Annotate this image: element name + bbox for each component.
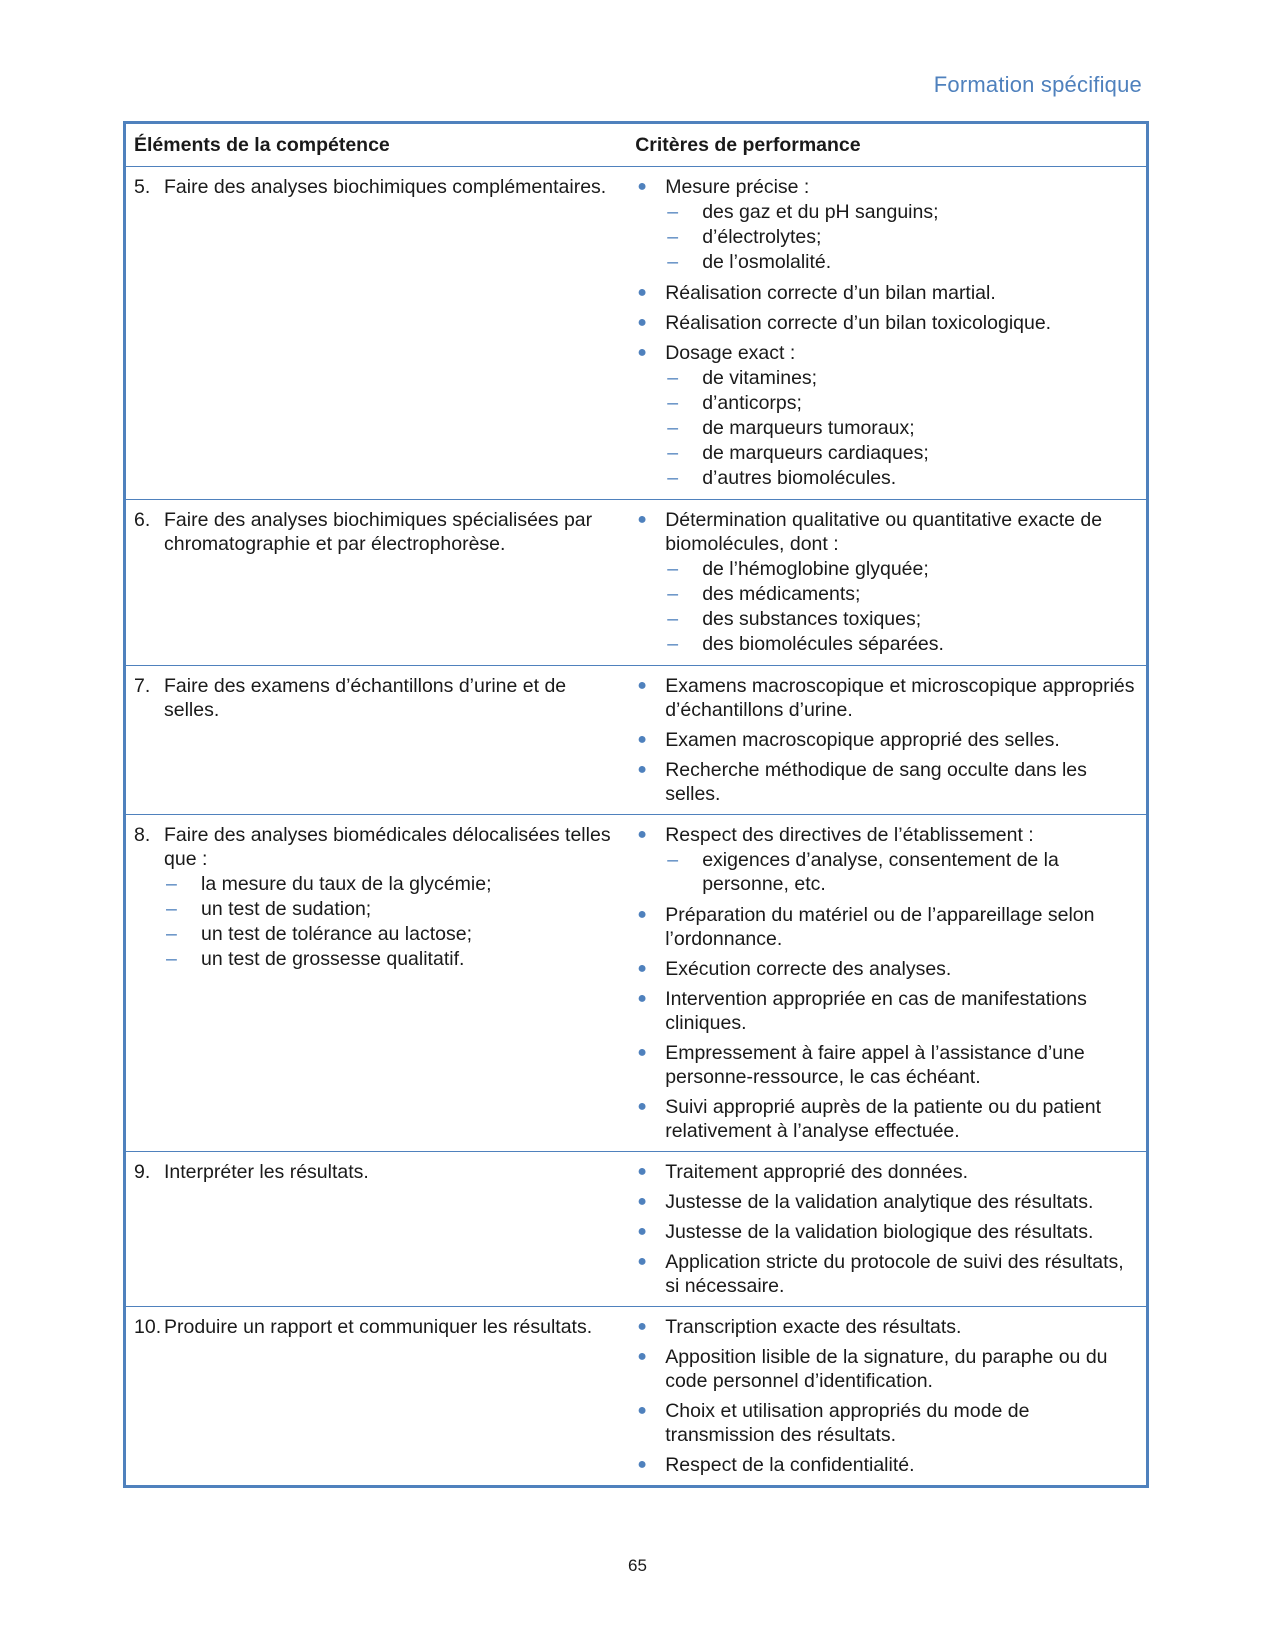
list-item xyxy=(665,225,1138,249)
criteria-text: Examens macroscopique et microscopique appropriés d’échantillons d’urine. xyxy=(665,675,1135,721)
sublist-text: d’autres biomolécules. xyxy=(702,467,897,489)
dash-icon: – xyxy=(667,392,679,414)
criteria-cell xyxy=(627,500,1147,666)
element-cell xyxy=(125,815,628,1152)
bullet-dot-icon: ● xyxy=(637,990,647,1007)
criteria-line xyxy=(635,1250,1138,1298)
sublist-text: un test de grossesse qualitatif. xyxy=(201,948,465,970)
criteria-line xyxy=(635,341,1138,491)
dash-icon: – xyxy=(667,633,679,655)
criteria-item xyxy=(635,311,1138,335)
criteria-body xyxy=(665,281,1138,305)
criteria-text: Examen macroscopique approprié des selles. xyxy=(665,729,1060,751)
criteria-list xyxy=(635,1315,1138,1477)
element-body xyxy=(164,1160,619,1184)
criteria-body xyxy=(665,1220,1138,1244)
list-item xyxy=(665,848,1138,896)
element-cell xyxy=(125,167,628,500)
criteria-body xyxy=(665,1095,1138,1143)
criteria-line xyxy=(635,1315,1138,1339)
table-row xyxy=(125,815,1148,1152)
table-row xyxy=(125,666,1148,815)
element-item xyxy=(134,1315,619,1339)
criteria-line xyxy=(635,508,1138,657)
element-cell xyxy=(125,666,628,815)
sublist-text: de l’osmolalité. xyxy=(702,251,832,273)
criteria-body xyxy=(665,823,1138,897)
criteria-line xyxy=(635,1220,1138,1244)
criteria-text: Transcription exacte des résultats. xyxy=(665,1316,962,1338)
sublist-text: de l’hémoglobine glyquée; xyxy=(702,558,929,580)
bullet-dot-icon: ● xyxy=(637,1193,647,1210)
element-number: 8. xyxy=(134,824,151,846)
criteria-item xyxy=(635,903,1138,951)
criteria-item xyxy=(635,175,1138,275)
element-body xyxy=(164,674,619,722)
criteria-body xyxy=(665,311,1138,335)
element-body xyxy=(164,508,619,556)
criteria-item xyxy=(635,281,1138,305)
bullet-dot-icon: ● xyxy=(637,1223,647,1240)
criteria-list xyxy=(635,175,1138,491)
sublist-text: un test de tolérance au lactose; xyxy=(201,923,473,945)
sublist-text: de marqueurs tumoraux; xyxy=(702,417,915,439)
dash-icon: – xyxy=(667,226,679,248)
bullet-dot-icon: ● xyxy=(637,178,647,195)
criteria-item xyxy=(635,1160,1138,1184)
criteria-list xyxy=(635,508,1138,657)
table-row xyxy=(125,1307,1148,1487)
list-item xyxy=(665,366,1138,390)
criteria-text: Respect de la confidentialité. xyxy=(665,1454,915,1476)
criteria-body xyxy=(665,1041,1138,1089)
criteria-text: Empressement à faire appel à l’assistance d’une personne-ressource, le cas échéant. xyxy=(665,1042,1085,1088)
table-row xyxy=(125,500,1148,666)
bullet-dot-icon: ● xyxy=(637,314,647,331)
criteria-item xyxy=(635,1041,1138,1089)
dash-icon: – xyxy=(166,898,177,920)
criteria-list xyxy=(635,823,1138,1143)
column-header-elements: Éléments de la compétence xyxy=(125,123,628,167)
criteria-item xyxy=(635,508,1138,657)
bullet-dot-icon: ● xyxy=(637,1348,647,1365)
element-text: Faire des examens d’échantillons d’urine et de selles. xyxy=(164,675,567,721)
dash-icon: – xyxy=(667,367,679,389)
element-body xyxy=(164,823,619,972)
criteria-text: Dosage exact : xyxy=(665,342,796,364)
element-text: Interpréter les résultats. xyxy=(164,1161,369,1183)
criteria-text: Apposition lisible de la signature, du paraphe ou du code personnel d’identification. xyxy=(665,1346,1108,1392)
list-item xyxy=(665,200,1138,224)
criteria-cell xyxy=(627,1307,1147,1487)
criteria-text: Réalisation correcte d’un bilan toxicologique. xyxy=(665,312,1052,334)
list-item xyxy=(164,922,619,946)
bullet-dot-icon: ● xyxy=(637,284,647,301)
criteria-line xyxy=(635,674,1138,722)
criteria-line xyxy=(635,957,1138,981)
dash-icon: – xyxy=(166,948,177,970)
dash-icon: – xyxy=(667,608,679,630)
criteria-body xyxy=(665,903,1138,951)
criteria-item xyxy=(635,823,1138,897)
sublist-text: des substances toxiques; xyxy=(702,608,922,630)
bullet-dot-icon: ● xyxy=(637,677,647,694)
list-item xyxy=(164,947,619,971)
criteria-item xyxy=(635,1220,1138,1244)
criteria-body xyxy=(665,758,1138,806)
sublist-text: la mesure du taux de la glycémie; xyxy=(201,873,492,895)
criteria-body xyxy=(665,1250,1138,1298)
criteria-cell xyxy=(627,666,1147,815)
criteria-body xyxy=(665,1160,1138,1184)
criteria-cell xyxy=(627,815,1147,1152)
element-cell xyxy=(125,1307,628,1487)
bullet-dot-icon: ● xyxy=(637,960,647,977)
table-row xyxy=(125,167,1148,500)
sublist-text: des biomolécules séparées. xyxy=(702,633,944,655)
criteria-line xyxy=(635,281,1138,305)
criteria-cell xyxy=(627,167,1147,500)
criteria-body xyxy=(665,1315,1138,1339)
criteria-line xyxy=(635,1095,1138,1143)
element-number: 9. xyxy=(134,1161,151,1183)
table-row xyxy=(125,1152,1148,1307)
list-item xyxy=(665,441,1138,465)
criteria-text: Application stricte du protocole de suivi des résultats, si nécessaire. xyxy=(665,1251,1124,1297)
criteria-text: Choix et utilisation appropriés du mode de transmission des résultats. xyxy=(665,1400,1030,1446)
criteria-text: Recherche méthodique de sang occulte dans les selles. xyxy=(665,759,1087,805)
criteria-line xyxy=(635,311,1138,335)
sublist-text: d’électrolytes; xyxy=(702,226,822,248)
criteria-line xyxy=(635,1399,1138,1447)
criteria-sublist xyxy=(665,200,1138,274)
bullet-dot-icon: ● xyxy=(637,1098,647,1115)
element-sublist xyxy=(164,872,619,971)
bullet-dot-icon: ● xyxy=(637,731,647,748)
criteria-item xyxy=(635,728,1138,752)
bullet-dot-icon: ● xyxy=(637,1456,647,1473)
criteria-text: Mesure précise : xyxy=(665,176,810,198)
criteria-line xyxy=(635,175,1138,275)
criteria-body xyxy=(665,987,1138,1035)
criteria-item xyxy=(635,1399,1138,1447)
criteria-text: Exécution correcte des analyses. xyxy=(665,958,952,980)
element-cell xyxy=(125,1152,628,1307)
element-number: 6. xyxy=(134,509,151,531)
element-item xyxy=(134,1160,619,1184)
criteria-item xyxy=(635,1190,1138,1214)
dash-icon: – xyxy=(667,417,679,439)
competence-table xyxy=(123,121,1149,1488)
sublist-text: de marqueurs cardiaques; xyxy=(702,442,929,464)
criteria-body xyxy=(665,1190,1138,1214)
criteria-item xyxy=(635,674,1138,722)
dash-icon: – xyxy=(667,558,679,580)
criteria-text: Détermination qualitative ou quantitative exacte de biomolécules, dont : xyxy=(665,509,1103,555)
criteria-item xyxy=(635,1095,1138,1143)
list-item xyxy=(665,391,1138,415)
element-body xyxy=(164,1315,619,1339)
criteria-body xyxy=(665,341,1138,491)
criteria-list xyxy=(635,674,1138,806)
element-body xyxy=(164,175,619,199)
criteria-text: Réalisation correcte d’un bilan martial. xyxy=(665,282,996,304)
criteria-line xyxy=(635,1453,1138,1477)
dash-icon: – xyxy=(667,201,679,223)
criteria-line xyxy=(635,1345,1138,1393)
sublist-text: des médicaments; xyxy=(702,583,861,605)
bullet-dot-icon: ● xyxy=(637,761,647,778)
bullet-dot-icon: ● xyxy=(637,511,647,528)
bullet-dot-icon: ● xyxy=(637,906,647,923)
sublist-text: d’anticorps; xyxy=(702,392,802,414)
criteria-body xyxy=(665,674,1138,722)
criteria-line xyxy=(635,758,1138,806)
criteria-body xyxy=(665,1345,1138,1393)
criteria-text: Justesse de la validation analytique des résultats. xyxy=(665,1191,1094,1213)
list-item xyxy=(665,250,1138,274)
criteria-body xyxy=(665,1399,1138,1447)
criteria-line xyxy=(635,1190,1138,1214)
criteria-item xyxy=(635,341,1138,491)
criteria-cell xyxy=(627,1152,1147,1307)
element-number: 7. xyxy=(134,675,151,697)
criteria-text: Préparation du matériel ou de l’appareillage selon l’ordonnance. xyxy=(665,904,1095,950)
dash-icon: – xyxy=(667,583,679,605)
dash-icon: – xyxy=(667,251,679,273)
element-text: Faire des analyses biochimiques complémentaires. xyxy=(164,176,607,198)
criteria-line xyxy=(635,728,1138,752)
table-header-row xyxy=(125,123,1148,167)
criteria-sublist xyxy=(665,557,1138,656)
criteria-text: Respect des directives de l’établissement : xyxy=(665,824,1034,846)
sublist-text: un test de sudation; xyxy=(201,898,372,920)
criteria-line xyxy=(635,987,1138,1035)
criteria-sublist xyxy=(665,848,1138,896)
bullet-dot-icon: ● xyxy=(637,1163,647,1180)
bullet-dot-icon: ● xyxy=(637,1044,647,1061)
criteria-body xyxy=(665,508,1138,657)
criteria-item xyxy=(635,1345,1138,1393)
dash-icon: – xyxy=(667,467,679,489)
bullet-dot-icon: ● xyxy=(637,344,647,361)
element-number: 10. xyxy=(134,1316,162,1338)
criteria-body xyxy=(665,1453,1138,1477)
bullet-dot-icon: ● xyxy=(637,826,647,843)
list-item xyxy=(665,466,1138,490)
criteria-item xyxy=(635,1453,1138,1477)
criteria-line xyxy=(635,1041,1138,1089)
criteria-item xyxy=(635,1315,1138,1339)
criteria-item xyxy=(635,758,1138,806)
bullet-dot-icon: ● xyxy=(637,1253,647,1270)
element-item xyxy=(134,175,619,199)
column-header-criteria: Critères de performance xyxy=(627,123,1147,167)
criteria-item xyxy=(635,1250,1138,1298)
bullet-dot-icon: ● xyxy=(637,1318,647,1335)
dash-icon: – xyxy=(166,873,177,895)
sublist-text: exigences d’analyse, consentement de la personne, etc. xyxy=(702,849,1059,895)
element-item xyxy=(134,823,619,972)
criteria-list xyxy=(635,1160,1138,1298)
dash-icon: – xyxy=(667,442,679,464)
list-item xyxy=(164,872,619,896)
list-item xyxy=(665,557,1138,581)
element-item xyxy=(134,674,619,722)
element-item xyxy=(134,508,619,556)
element-number: 5. xyxy=(134,176,151,198)
criteria-text: Traitement approprié des données. xyxy=(665,1161,968,1183)
list-item xyxy=(665,632,1138,656)
element-text: Faire des analyses biomédicales délocalisées telles que : xyxy=(164,824,611,870)
criteria-item xyxy=(635,957,1138,981)
sublist-text: de vitamines; xyxy=(702,367,818,389)
criteria-item xyxy=(635,987,1138,1035)
list-item xyxy=(665,416,1138,440)
element-text: Faire des analyses biochimiques spécialisées par chromatographie et par électrophorèse. xyxy=(164,509,593,555)
dash-icon: – xyxy=(667,849,679,871)
criteria-line xyxy=(635,1160,1138,1184)
list-item xyxy=(164,897,619,921)
list-item xyxy=(665,582,1138,606)
criteria-body xyxy=(665,957,1138,981)
criteria-body xyxy=(665,175,1138,275)
page-header-title: Formation spécifique xyxy=(933,72,1142,97)
table-body xyxy=(125,167,1148,1487)
criteria-text: Justesse de la validation biologique des résultats. xyxy=(665,1221,1094,1243)
page-number: 65 xyxy=(628,1556,647,1575)
criteria-sublist xyxy=(665,366,1138,490)
sublist-text: des gaz et du pH sanguins; xyxy=(702,201,939,223)
list-item xyxy=(665,607,1138,631)
criteria-text: Suivi approprié auprès de la patiente ou du patient relativement à l’analyse effectuée. xyxy=(665,1096,1102,1142)
element-text: Produire un rapport et communiquer les résultats. xyxy=(164,1316,593,1338)
dash-icon: – xyxy=(166,923,177,945)
criteria-line xyxy=(635,903,1138,951)
bullet-dot-icon: ● xyxy=(637,1402,647,1419)
element-cell xyxy=(125,500,628,666)
criteria-body xyxy=(665,728,1138,752)
criteria-line xyxy=(635,823,1138,897)
criteria-text: Intervention appropriée en cas de manifestations cliniques. xyxy=(665,988,1087,1034)
